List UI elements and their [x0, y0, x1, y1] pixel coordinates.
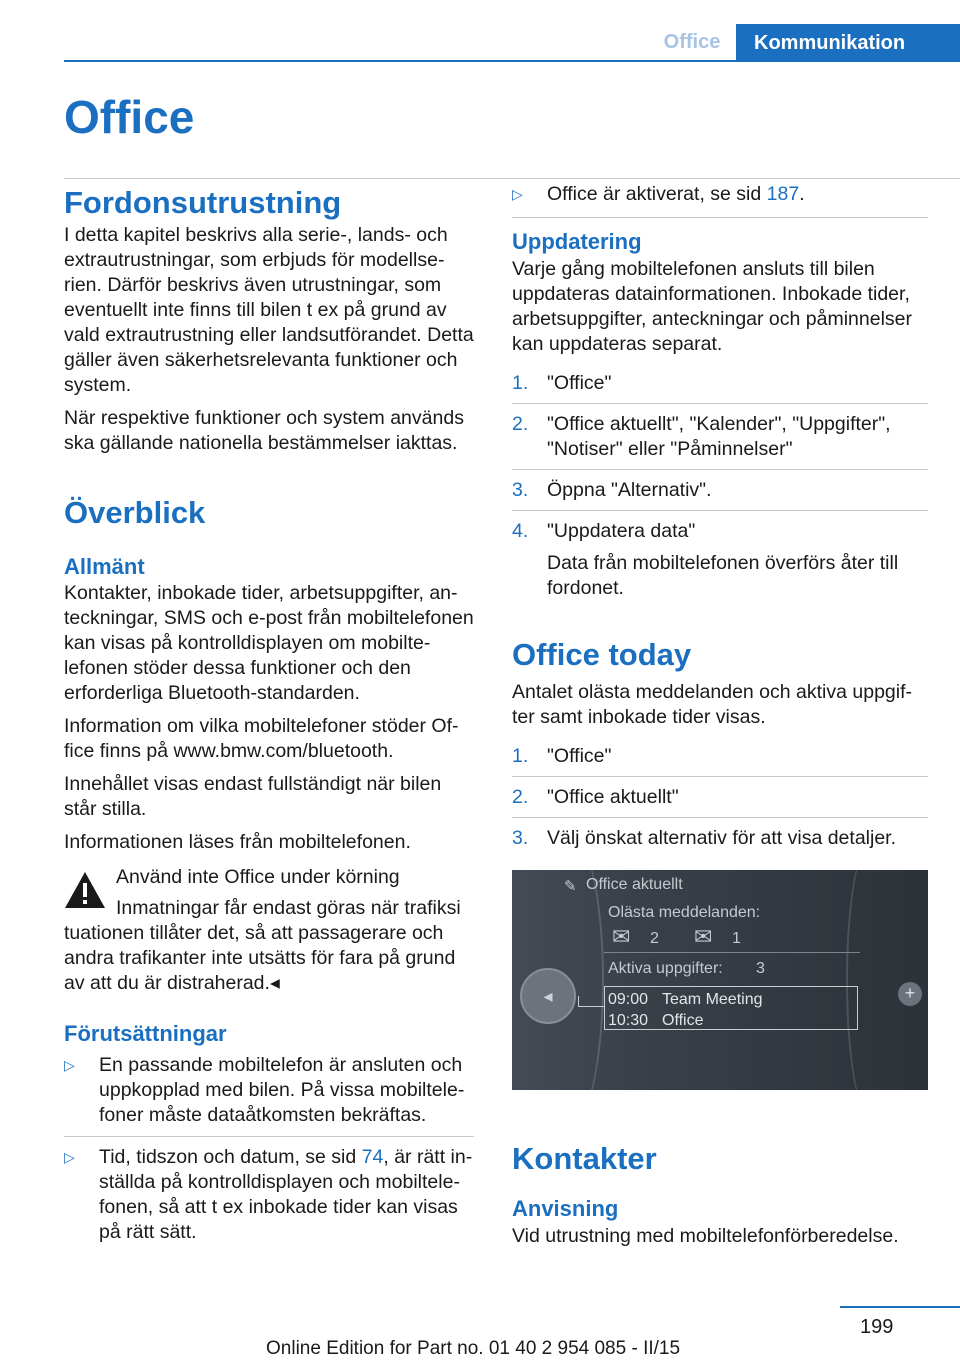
header-rule	[64, 60, 960, 62]
anvisning-heading: Anvisning	[512, 1196, 619, 1222]
requirement-2-post: , är rätt inställda på kontrolldisplayen och mobiltelefonen, så att t ex inbokade tider kan visas på rätt sätt.	[99, 1145, 473, 1243]
allmant-paragraph-2: Information om vilka mobiltelefoner stöder Office finns på www.bmw.com/bluetooth.	[64, 715, 459, 763]
appointment-1-subject: Team Meeting	[662, 991, 763, 1009]
step-text: "Uppdatera data"	[547, 519, 696, 542]
office-aktuellt-screen	[512, 870, 928, 1090]
notebook-icon: ✎	[564, 878, 577, 896]
step-number: 3.	[512, 827, 529, 850]
today-steps-list	[512, 744, 928, 858]
fordonsutrustning-heading: Fordonsutrustning	[64, 185, 342, 220]
requirement-2-pre: Tid, tidszon och datum, se sid	[99, 1145, 362, 1168]
step-number: 2.	[512, 412, 529, 435]
requirements-list-continued	[512, 182, 928, 218]
step-text: "Office"	[547, 371, 612, 394]
fordonsutrustning-paragraph-2: När respektive funktioner och system används ska gällande nationella bestämmelser iakttas.	[64, 406, 464, 454]
uppdatering-heading: Uppdatering	[512, 229, 642, 254]
office-today-paragraph: Antalet olästa meddelanden och aktiva uppgifter samt inbokade tider visas.	[512, 681, 913, 729]
unread-messages-label: Olästa meddelanden:	[608, 904, 761, 922]
fordonsutrustning-paragraph-1: I detta kapitel beskrivs alla serie-, lands- och extrautrustningar, som erbjuds för modellserien. Därför beskrivs även utrustningar, som eventuellt inte finns till bilen t ex på grund av vald extrautrustning eller landsutförandet. Detta gäller även säkerhetsrelevanta funktioner och system.	[64, 223, 474, 396]
unread-count-2: 1	[732, 930, 741, 948]
step-number: 2.	[512, 786, 529, 809]
requirement-3-pre: Office är aktiverat, se sid	[547, 183, 767, 205]
list-item	[512, 371, 928, 404]
step-subtext: Data från mobiltelefonen överförs åter till fordonet.	[547, 551, 899, 599]
allmant-paragraph-1: Kontakter, inbokade tider, arbetsuppgifter, anteckningar, SMS och e-post från mobiltelefonen kan visas på kontrolldisplayen om mobiltelefonen stöder dessa funktioner och den erforderliga Bluetooth-standarden.	[64, 582, 474, 705]
list-item	[512, 519, 928, 608]
left-column	[64, 182, 474, 1261]
list-item	[512, 744, 928, 777]
overblick-heading: Överblick	[64, 494, 206, 530]
warning-text-start: Inmatningar får endast göras när trafiksi	[116, 897, 461, 920]
edition-footer: Online Edition for Part no. 01 40 2 954 085 - II/15	[266, 1338, 681, 1359]
selection-connector	[578, 996, 605, 1007]
anvisning-paragraph: Vid utrustning med mobiltelefonförberedelse.	[512, 1224, 899, 1247]
screen-title: Office aktuellt	[586, 876, 683, 894]
email-icon: ✉	[694, 924, 713, 950]
step-text: Öppna "Alternativ".	[547, 478, 712, 501]
requirement-3-post: .	[799, 183, 805, 205]
screen-separator	[604, 952, 860, 953]
appointment-2-subject: Office	[662, 1012, 704, 1030]
list-item	[512, 478, 928, 511]
warning-text: tuationen tillåter det, så att passagerare och andra trafikanter inte utsätts för fara på grund av att du är distraherad.◂	[64, 922, 456, 995]
controller-knob-icon: ◂	[520, 968, 576, 1024]
list-item	[512, 182, 928, 217]
warning-box	[64, 865, 474, 921]
step-text: "Office aktuellt"	[547, 786, 679, 809]
footer-rule	[840, 1306, 960, 1308]
step-number: 4.	[512, 519, 529, 542]
header-tab-kommunikation[interactable]: Kommunikation	[736, 24, 960, 62]
kontakter-heading: Kontakter	[512, 1141, 657, 1177]
right-column	[512, 182, 928, 1257]
active-tasks-count: 3	[756, 960, 765, 978]
office-today-heading: Office today	[512, 636, 692, 672]
step-number: 1.	[512, 745, 529, 768]
allmant-heading: Allmänt	[64, 553, 145, 579]
list-item	[64, 1145, 474, 1253]
active-tasks-label: Aktiva uppgifter:	[608, 960, 723, 978]
screen-right-arc	[846, 870, 898, 1090]
step-text: "Office aktuellt", "Kalender", "Uppgifter", "Notiser" eller "Påminnelser"	[547, 412, 891, 460]
appointment-1-time: 09:00	[608, 991, 649, 1009]
page-number: 199	[860, 1316, 894, 1338]
list-item	[512, 412, 928, 470]
forutsattningar-heading: Förutsättningar	[64, 1021, 227, 1047]
envelope-icon: ✉	[612, 924, 631, 950]
page-link-187[interactable]: 187	[766, 183, 800, 205]
list-item	[64, 1053, 474, 1137]
unread-count-1: 2	[650, 930, 659, 948]
page-title: Office	[64, 91, 195, 143]
step-text: "Office"	[547, 745, 612, 768]
allmant-paragraph-4: Informationen läses från mobiltelefonen.	[64, 831, 411, 854]
uppdatering-paragraph: Varje gång mobiltelefonen ansluts till bilen uppdateras datainformationen. Inbokade tider, arbetsuppgifter, anteckningar och påminnelser kan uppdateras separat.	[512, 257, 912, 355]
appointment-2-time: 10:30	[608, 1012, 649, 1030]
step-number: 3.	[512, 478, 529, 501]
title-rule	[64, 178, 960, 179]
plus-icon: +	[898, 982, 922, 1006]
list-item	[512, 826, 928, 858]
warning-title: Använd inte Office under körning	[116, 866, 400, 889]
page-link-74[interactable]: 74	[361, 1145, 384, 1168]
header-tab-office[interactable]: Office	[663, 31, 721, 53]
list-item	[512, 785, 928, 818]
step-text: Välj önskat alternativ för att visa detaljer.	[547, 827, 897, 850]
requirements-list	[64, 1053, 474, 1253]
allmant-paragraph-3: Innehållet visas endast fullständigt när bilen står stilla.	[64, 773, 442, 821]
update-steps-list	[512, 371, 928, 608]
warning-triangle-icon	[64, 871, 106, 909]
requirement-1-text: En passande mobiltelefon är ansluten och uppkopplad med bilen. På vissa mobiltelefoner måste dataåtkomsten bekräftas.	[99, 1053, 465, 1126]
step-number: 1.	[512, 371, 529, 394]
